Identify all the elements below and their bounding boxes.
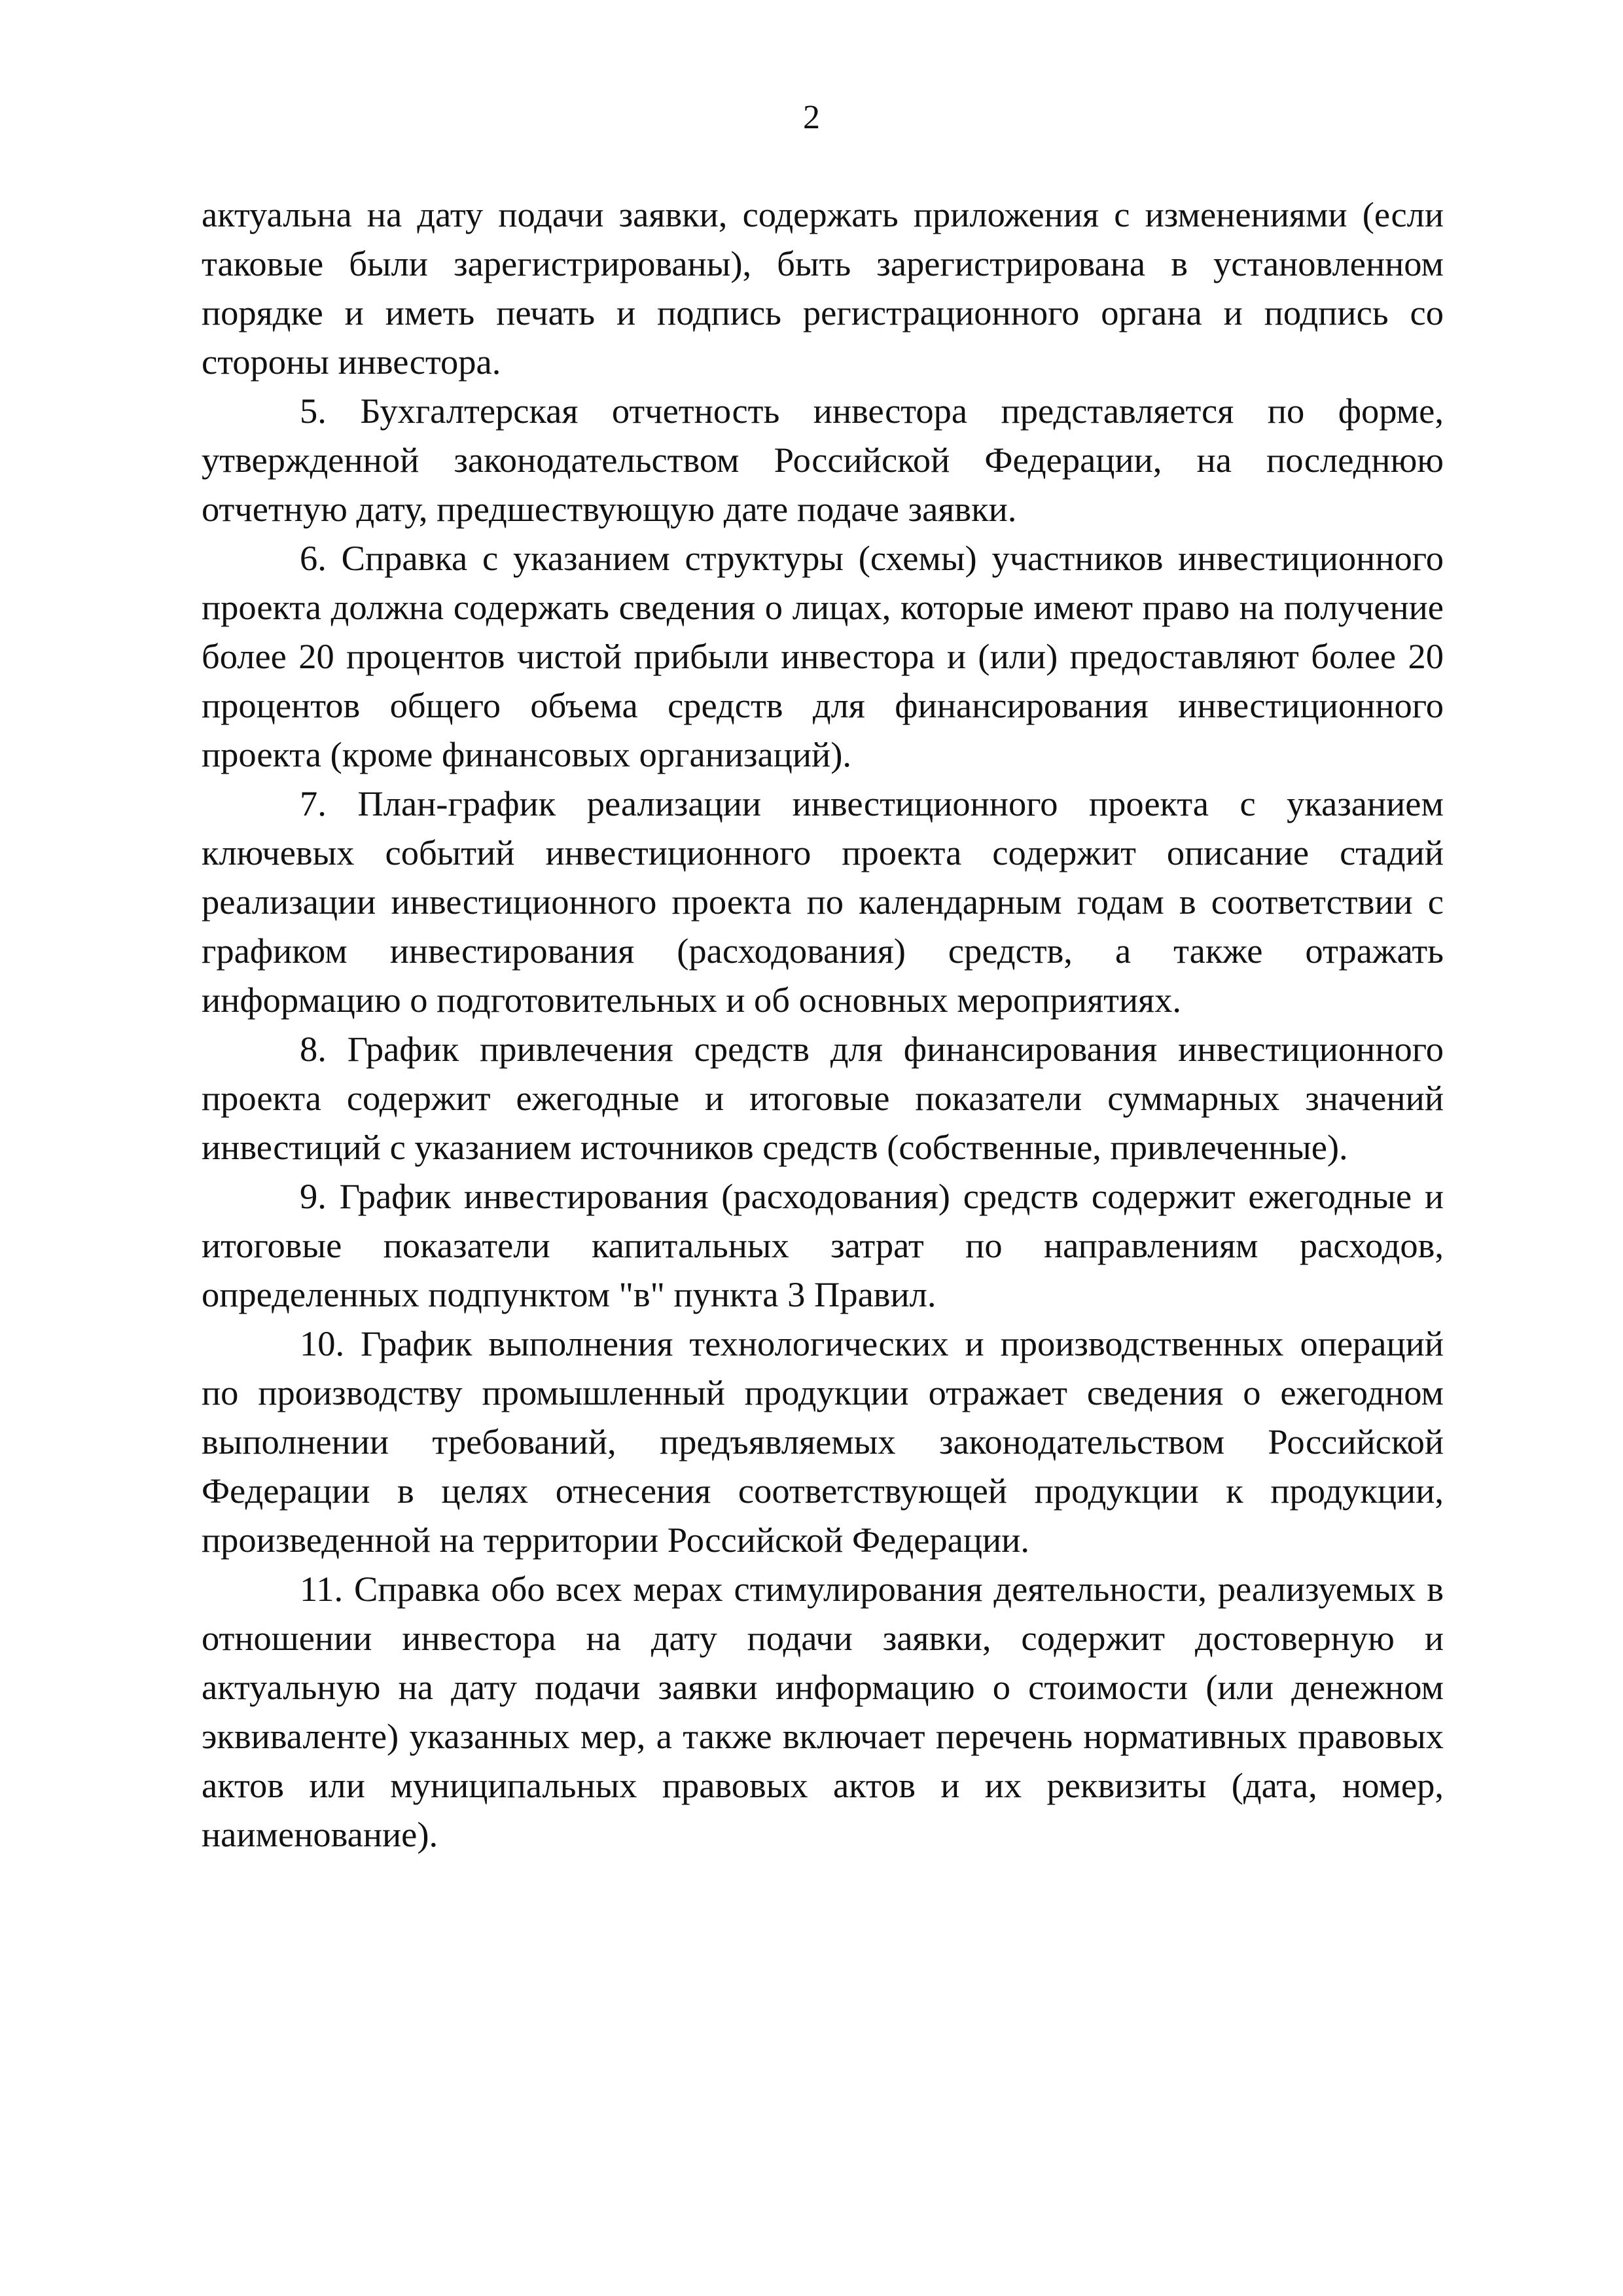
paragraph-item-5: 5. Бухгалтерская отчетность инвестора представляется по форме, утвержденной законодательством Российской Федерации, на последнюю отчетную дату, предшествующую дате подаче заявки. xyxy=(202,391,1444,529)
paragraph-item-6: 6. Справка с указанием структуры (схемы) участников инвестиционного проекта должна содержать сведения о лицах, которые имеют право на получение более 20 процентов чистой прибыли инвестора и (или) предоставляют более 20 процентов общего объема средств для финансирования инвестиционного проекта (кроме финансовых организаций). xyxy=(202,538,1444,774)
page-number: 2 xyxy=(803,99,820,136)
paragraph-item-8: 8. График привлечения средств для финансирования инвестиционного проекта содержит ежегодные и итоговые показатели суммарных значений инвестиций с указанием источников средств (собственные, привлеченные). xyxy=(202,1029,1444,1167)
paragraph-item-9: 9. График инвестирования (расходования) средств содержит ежегодные и итоговые показатели капитальных затрат по направлениям расходов, определенных подпунктом "в" пункта 3 Правил. xyxy=(202,1176,1444,1314)
document-body xyxy=(202,190,1444,1859)
paragraph-item-7: 7. План-график реализации инвестиционного проекта с указанием ключевых событий инвестиционного проекта содержит описание стадий реализации инвестиционного проекта по календарным годам в соответствии с графиком инвестирования (расходования) средств, а также отражать информацию о подготовительных и об основных мероприятиях. xyxy=(202,783,1444,1020)
paragraph-continuation: актуальна на дату подачи заявки, содержать приложения с изменениями (если таковые были зарегистрированы), быть зарегистрирована в установленном порядке и иметь печать и подпись регистрационного органа и подпись со стороны инвестора. xyxy=(202,194,1444,382)
paragraph-item-11: 11. Справка обо всех мерах стимулирования деятельности, реализуемых в отношении инвестора на дату подачи заявки, содержит достоверную и актуальную на дату подачи заявки информацию о стоимости (или денежном эквиваленте) указанных мер, а также включает перечень нормативных правовых актов или муниципальных правовых актов и их реквизиты (дата, номер, наименование). xyxy=(202,1569,1444,1854)
paragraph-item-10: 10. График выполнения технологических и производственных операций по производству промышленный продукции отражает сведения о ежегодном выполнении требований, предъявляемых законодательством Российской Федерации в целях отнесения соответствующей продукции к продукции, произведенной на территории Российской Федерации. xyxy=(202,1323,1444,1560)
